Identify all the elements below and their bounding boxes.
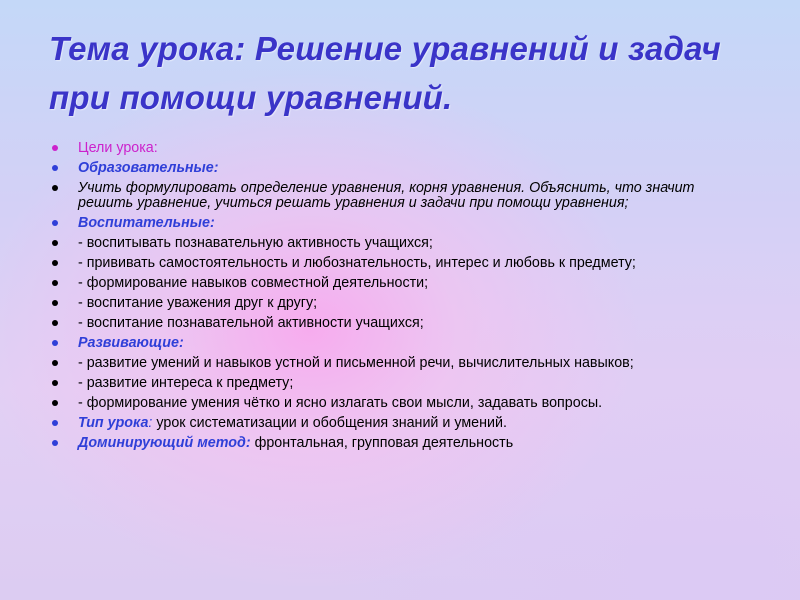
bullet-icon bbox=[52, 145, 58, 151]
bullet-icon bbox=[52, 320, 58, 326]
educational-goal-text: Учить формулировать определение уравнения, корня уравнения. Объяснить, что значит решить уравнение, учиться решать уравнения и задачи при помощи уравнения; bbox=[78, 180, 695, 211]
lesson-type-label: Тип урока bbox=[78, 415, 149, 431]
dominant-method-label: Доминирующий метод bbox=[78, 435, 246, 451]
bullet-icon bbox=[52, 340, 58, 346]
list-item-text: - развитие умений и навыков устной и письменной речи, вычислительных навыков; bbox=[78, 355, 634, 371]
bullet-icon bbox=[52, 260, 58, 266]
list-item bbox=[52, 161, 752, 176]
bullet-icon bbox=[52, 220, 58, 226]
dominant-method-colon: : bbox=[245, 435, 251, 451]
lesson-type-value: урок систематизации и обобщения знаний и умений. bbox=[152, 415, 507, 431]
slide-title: Тема урока: Решение уравнений и задач при помощи уравнений. bbox=[49, 30, 721, 116]
list-item bbox=[52, 436, 752, 451]
list-item-text: - воспитание познавательной активности учащихся; bbox=[78, 315, 424, 331]
list-item bbox=[52, 256, 752, 271]
bullet-icon bbox=[52, 440, 58, 446]
bullet-icon bbox=[52, 360, 58, 366]
bullet-icon bbox=[52, 165, 58, 171]
educational-heading: Образовательные: bbox=[78, 160, 219, 176]
list-item bbox=[52, 216, 752, 231]
dominant-method-value: фронтальная, групповая деятельность bbox=[250, 435, 514, 451]
list-item bbox=[52, 376, 752, 391]
bullet-icon bbox=[52, 400, 58, 406]
list-item bbox=[52, 276, 752, 291]
list-item-text: - воспитывать познавательную активность учащихся; bbox=[78, 235, 433, 251]
list-item bbox=[52, 356, 752, 371]
bullet-icon bbox=[52, 420, 58, 426]
upbringing-heading: Воспитательные: bbox=[78, 215, 215, 231]
bullet-icon bbox=[52, 185, 58, 191]
list-item-text: - прививать самостоятельность и любознательность, интерес и любовь к предмету; bbox=[78, 255, 636, 271]
bullet-icon bbox=[52, 280, 58, 286]
bullet-icon bbox=[52, 300, 58, 306]
list-item bbox=[52, 336, 752, 351]
list-item bbox=[52, 296, 752, 311]
list-item bbox=[52, 396, 752, 411]
list-item bbox=[52, 141, 752, 156]
lesson-type-colon: : bbox=[148, 415, 153, 431]
developmental-heading: Развивающие: bbox=[78, 335, 184, 351]
list-item-text: - воспитание уважения друг к другу; bbox=[78, 295, 318, 311]
bullet-icon bbox=[52, 380, 58, 386]
goals-heading: Цели урока: bbox=[78, 140, 158, 156]
bullet-icon bbox=[52, 240, 58, 246]
list-item-text: - формирование умения чётко и ясно излагать свои мысли, задавать вопросы. bbox=[78, 395, 603, 411]
list-item-text: - развитие интереса к предмету; bbox=[78, 375, 294, 391]
list-item bbox=[52, 316, 752, 331]
lesson-goals-list bbox=[52, 141, 752, 456]
list-item bbox=[52, 181, 752, 211]
list-item-text: - формирование навыков совместной деятельности; bbox=[78, 275, 429, 291]
list-item bbox=[52, 236, 752, 251]
list-item bbox=[52, 416, 752, 431]
